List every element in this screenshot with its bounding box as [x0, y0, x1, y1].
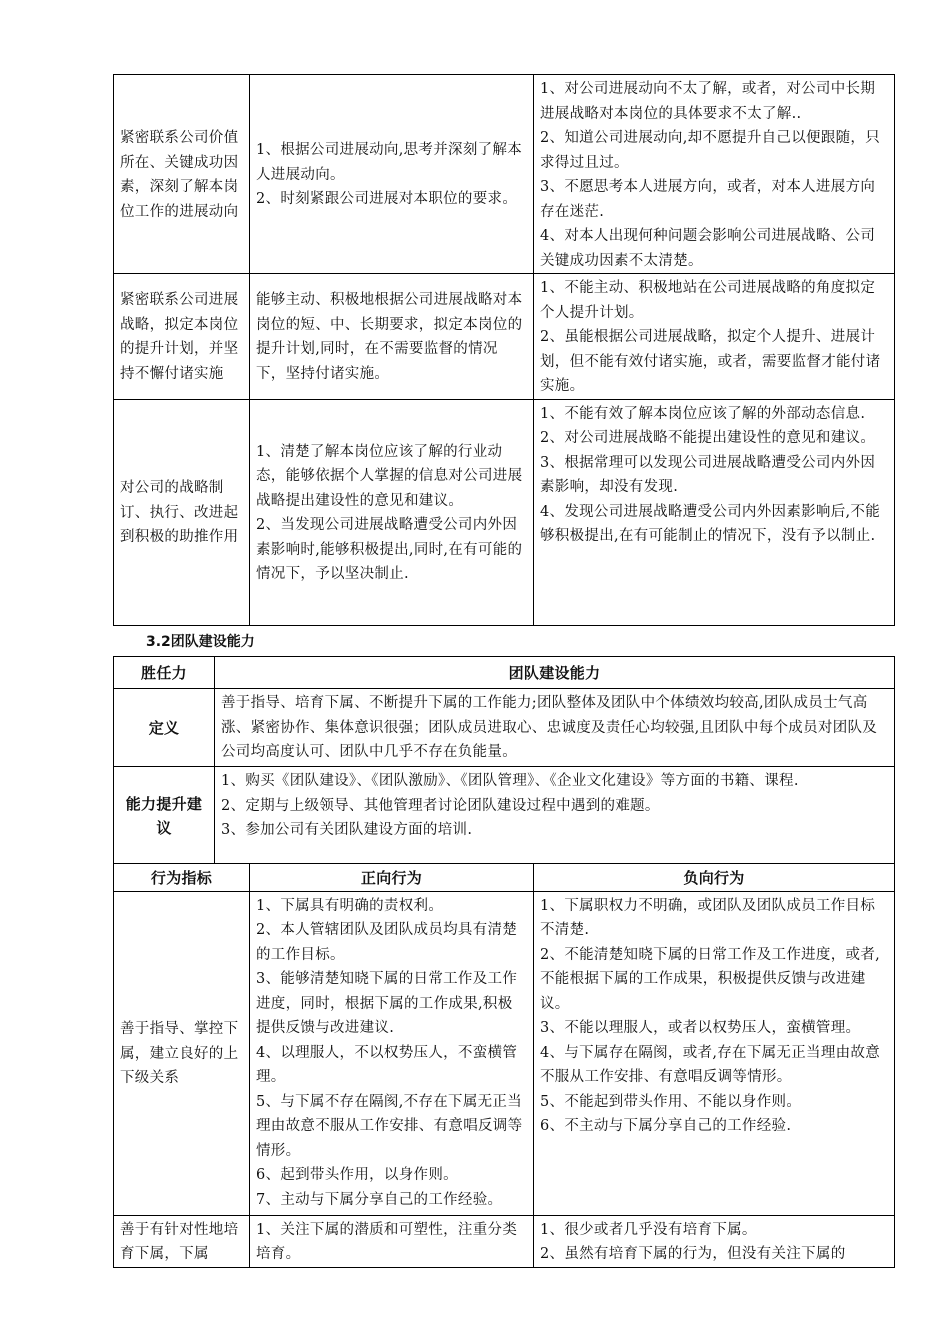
- section-heading: 3.2团队建设能力: [146, 634, 255, 650]
- positive-behavior-cell: 能够主动、积极地根据公司进展战略对本岗位的短、中、长期要求，拟定本岗位的提升计划,同时，在不需要监督的情况下，坚持付诸实施。: [250, 274, 534, 400]
- suggestion-text: 1、购买《团队建设》、《团队激励》、《团队管理》、《企业文化建设》等方面的书籍、课程. 2、定期与上级领导、其他管理者讨论团队建设过程中遇到的难题。 3、参加公司有关团队建设方面的培训.: [215, 767, 895, 864]
- positive-behavior-cell: 1、关注下属的潜质和可塑性，注重分类培育。: [250, 1215, 534, 1267]
- table-row: [114, 274, 895, 400]
- definition-text: 善于指导、培育下属、不断提升下属的工作能力;团队整体及团队中个体绩效均较高,团队成员士气高涨、紧密协作、集体意识很强；团队成员进取心、忠诚度及责任心均较强,且团队中每个成员对团队及公司均高度认可、团队中几乎不存在负能量。: [215, 689, 895, 767]
- table-row: [114, 689, 895, 767]
- competency-table-team-building: [113, 656, 895, 1268]
- competency-cell: 对公司的战略制订、执行、改进起到积极的助推作用: [114, 399, 250, 625]
- competency-name: 团队建设能力: [215, 657, 895, 689]
- negative-behavior-cell: 1、对公司进展动向不太了解，或者，对公司中长期进展战略对本岗位的具体要求不太了解.. 2、知道公司进展动向,却不愿提升自己以便跟随，只求得过且过。 3、不愿思考本人进展方向，或者，对本人进展方向存在迷茫. 4、对本人出现何种问题会影响公司进展战略、公司关键成功因素不太清楚。: [534, 75, 895, 274]
- positive-behavior-cell: 1、下属具有明确的责权利。 2、本人管辖团队及团队成员均具有清楚的工作目标。 3、能够清楚知晓下属的日常工作及工作进度，同时，根据下属的工作成果,积极提供反馈与改进建议. 4、以理服人，不以权势压人，不蛮横管理。 5、与下属不存在隔阂,不存在下属无正当理由故意不服从工作安排、有意唱反调等情形。 6、起到带头作用，以身作则。 7、主动与下属分享自己的工作经验。: [250, 891, 534, 1215]
- table-row: [114, 657, 895, 689]
- column-header-positive: 正向行为: [250, 864, 534, 892]
- behavior-table-strategy: [113, 74, 895, 626]
- table-row: [114, 75, 895, 274]
- negative-behavior-cell: 1、不能有效了解本岗位应该了解的外部动态信息. 2、对公司进展战略不能提出建设性的意见和建议。 3、根据常理可以发现公司进展战略遭受公司内外因素影响，却没有发现. 4、发现公司进展战略遭受公司内外因素影响后,不能够积极提出,在有可能制止的情况下，没有予以制止.: [534, 399, 895, 625]
- negative-behavior-cell: 1、不能主动、积极地站在公司进展战略的角度拟定个人提升计划。 2、虽能根据公司进展战略，拟定个人提升、进展计划，但不能有效付诸实施，或者，需要监督才能付诸实施。: [534, 274, 895, 400]
- positive-behavior-cell: 1、清楚了解本岗位应该了解的行业动态，能够依据个人掌握的信息对公司进展战略提出建设性的意见和建议。 2、当发现公司进展战略遭受公司内外因素影响时,能够积极提出,同时,在有可能的情况下，予以坚决制止.: [250, 399, 534, 625]
- competency-cell: 善于指导、掌控下属，建立良好的上下级关系: [114, 891, 250, 1215]
- column-header-indicator: 行为指标: [114, 864, 250, 892]
- table-row: [114, 891, 895, 1215]
- competency-cell: 紧密联系公司进展战略，拟定本岗位的提升计划，并坚持不懈付诸实施: [114, 274, 250, 400]
- positive-behavior-cell: 1、根据公司进展动向,思考并深刻了解本人进展动向。 2、时刻紧跟公司进展对本职位的要求。: [250, 75, 534, 274]
- suggestion-label: 能力提升建议: [114, 767, 215, 864]
- column-header-negative: 负向行为: [534, 864, 895, 892]
- definition-label: 定义: [114, 689, 215, 767]
- table-row: [114, 864, 895, 892]
- negative-behavior-cell: 1、很少或者几乎没有培育下属。 2、虽然有培育下属的行为，但没有关注下属的: [534, 1215, 895, 1267]
- table-row: [114, 399, 895, 625]
- competency-cell: 紧密联系公司价值所在、关键成功因素，深刻了解本岗位工作的进展动向: [114, 75, 250, 274]
- table-row: [114, 767, 895, 864]
- competency-label: 胜任力: [114, 657, 215, 689]
- table-row: [114, 1215, 895, 1267]
- competency-cell: 善于有针对性地培育下属，下属: [114, 1215, 250, 1267]
- negative-behavior-cell: 1、下属职权力不明确，或团队及团队成员工作目标不清楚. 2、不能清楚知晓下属的日常工作及工作进度，或者,不能根据下属的工作成果，积极提供反馈与改进建议。 3、不能以理服人，或者以权势压人，蛮横管理。 4、与下属存在隔阂，或者,存在下属无正当理由故意不服从工作安排、有意唱反调等情形。 5、不能起到带头作用、不能以身作则。 6、不主动与下属分享自己的工作经验.: [534, 891, 895, 1215]
